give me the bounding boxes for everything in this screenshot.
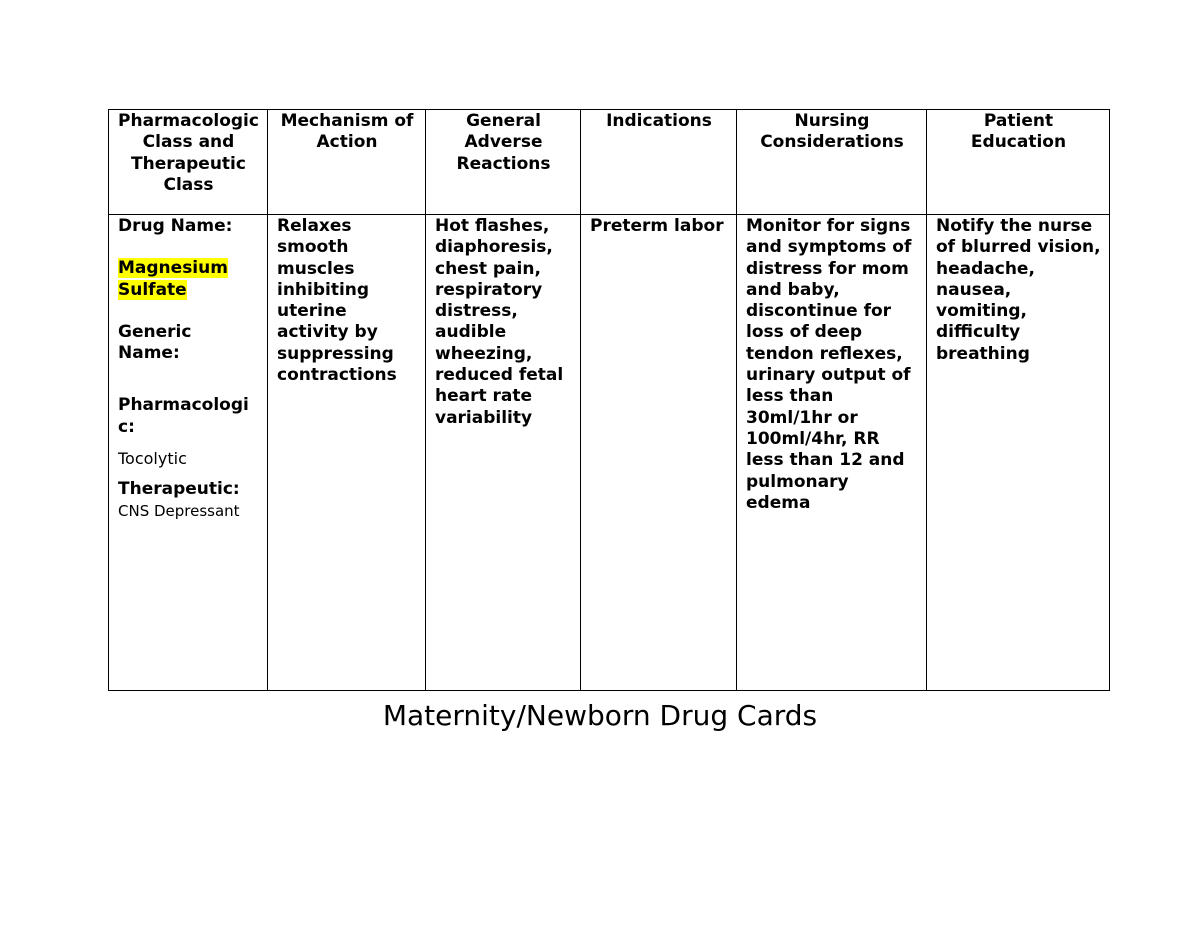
- header-nursing-considerations: Nursing Considerations: [737, 110, 927, 215]
- mechanism-cell: Relaxes smooth muscles inhibiting uterine activity by suppressing contractions: [268, 215, 426, 691]
- generic-name-label: Generic Name:: [118, 321, 192, 364]
- drug-card-table: [108, 109, 1110, 691]
- page-title: Maternity/Newborn Drug Cards: [382, 699, 818, 732]
- header-adverse-reactions: General Adverse Reactions: [426, 110, 581, 215]
- header-mechanism-of-action: Mechanism of Action: [268, 110, 426, 215]
- drug-name-value: Magnesium Sulfate: [118, 258, 228, 300]
- patient-education-cell: Notify the nurse of blurred vision, headache, nausea, vomiting, difficulty breathing: [927, 215, 1110, 691]
- header-indications: Indications: [581, 110, 737, 215]
- header-patient-education: Patient Education: [927, 110, 1110, 215]
- pharmacologic-label: Pharmacologic:: [118, 395, 249, 437]
- therapeutic-label: Therapeutic:: [118, 479, 240, 500]
- indications-cell: Preterm labor: [581, 215, 737, 691]
- pharmacologic-value: Tocolytic: [118, 449, 187, 469]
- adverse-reactions-cell: Hot flashes, diaphoresis, chest pain, respiratory distress, audible wheezing, reduced fetal heart rate variability: [426, 215, 581, 691]
- header-pharmacologic-class: Pharmacologic Class and Therapeutic Class: [109, 110, 268, 215]
- drug-name-label: Drug Name:: [118, 216, 233, 236]
- table-header-row: [109, 110, 1110, 215]
- drug-info-cell: [109, 215, 268, 691]
- therapeutic-value: CNS Depressant: [118, 501, 240, 520]
- nursing-considerations-cell: Monitor for signs and symptoms of distress for mom and baby, discontinue for loss of deep tendon reflexes, urinary output of less than 30ml/1hr or 100ml/4hr, RR less than 12 and pulmonary edema: [737, 215, 927, 691]
- table-row: [109, 215, 1110, 691]
